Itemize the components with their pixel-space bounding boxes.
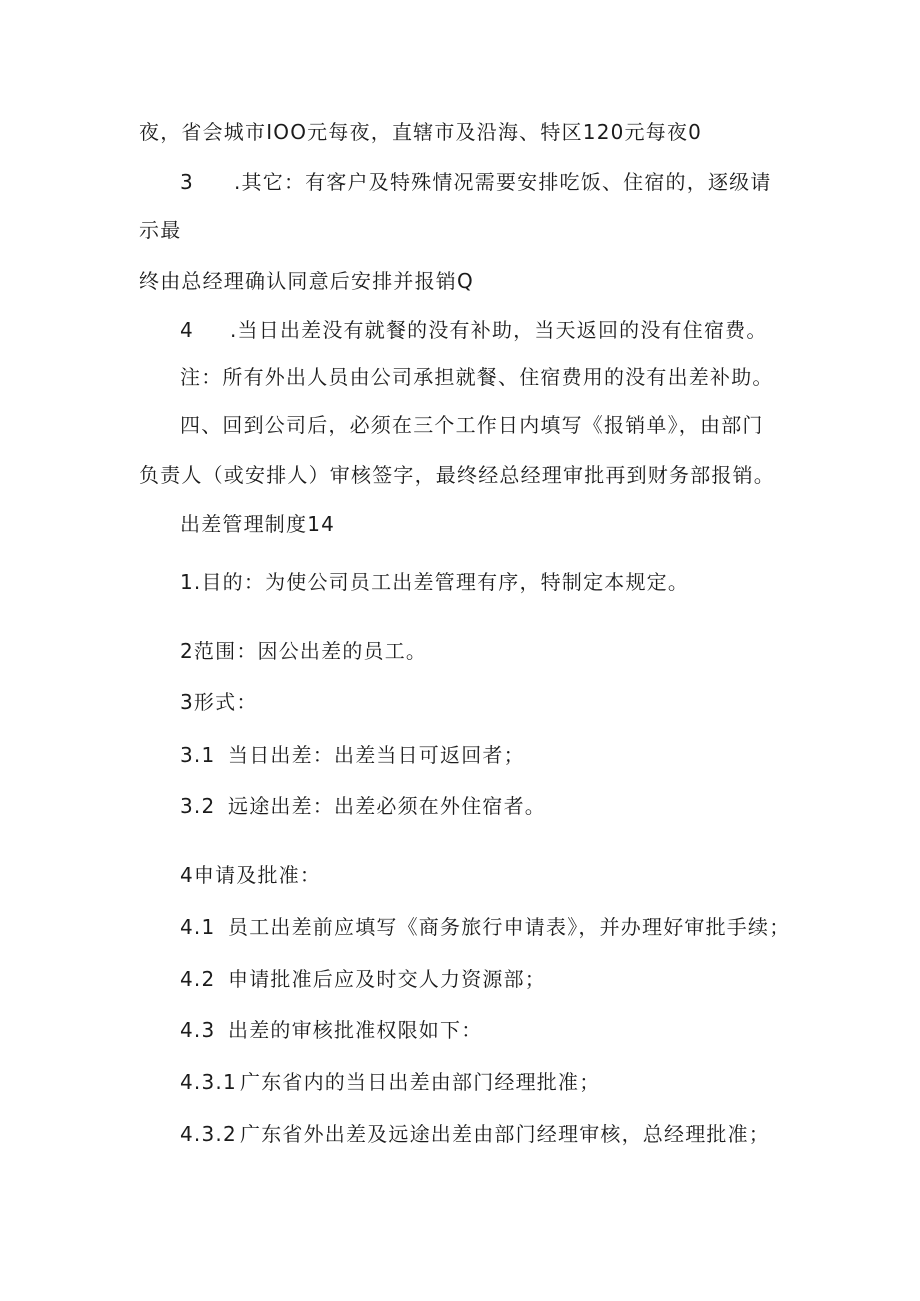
purpose-line: 1.目的：为使公司员工出差管理有序，特制定本规定。	[180, 570, 690, 594]
item-text: 申请批准后应及时交人力资源部；	[228, 967, 546, 991]
numbered-item-3-1	[180, 741, 525, 769]
item-text: 远途出差：出差必须在外住宿者。	[228, 794, 546, 818]
section-four-line: 四、回到公司后，必须在三个工作日内填写《报销单》，由部门	[180, 413, 764, 437]
apply-heading: 4申请及批准：	[180, 863, 322, 887]
item-number: 4	[180, 318, 194, 342]
item-number: 4.3.1	[180, 1070, 237, 1094]
item-text: 员工出差前应填写《商务旅行申请表》，并办理好审批手续；	[228, 915, 791, 939]
item-text: 当日出差：出差当日可返回者；	[228, 743, 525, 767]
paragraph-line: 终由总经理确认同意后安排并报销Q	[139, 269, 474, 293]
item-text: 出差的审核批准权限如下：	[228, 1018, 483, 1042]
item-number: 4.1	[180, 915, 216, 939]
item-number: 4.2	[180, 967, 216, 991]
item-text: .其它：有客户及特殊情况需要安排吃饭、住宿的，逐级请	[234, 170, 772, 194]
numbered-item-4-3-1	[180, 1068, 600, 1096]
paragraph-line: 负责人（或安排人）审核签字，最终经总经理审批再到财务部报销。	[139, 463, 775, 487]
numbered-item-4-2	[180, 965, 546, 993]
numbered-item-4-3	[180, 1016, 482, 1044]
item-number: 3.1	[180, 743, 216, 767]
numbered-item-3-other	[180, 168, 772, 196]
numbered-item-4-3-2	[180, 1120, 770, 1148]
paragraph-line: 示最	[139, 218, 182, 242]
numbered-item-4-same-day	[180, 316, 768, 344]
note-line: 注：所有外出人员由公司承担就餐、住宿费用的没有出差补助。	[180, 365, 774, 389]
item-number: 4.3.2	[180, 1122, 237, 1146]
numbered-item-4-1	[180, 913, 790, 941]
section-title: 出差管理制度14	[180, 512, 336, 536]
item-number: 3.2	[180, 794, 216, 818]
item-text: .当日出差没有就餐的没有补助，当天返回的没有住宿费。	[230, 318, 768, 342]
form-heading: 3形式：	[180, 690, 258, 714]
numbered-item-3-2	[180, 792, 546, 820]
item-text: 广东省外出差及远途出差由部门经理审核，总经理批准；	[240, 1122, 770, 1146]
item-number: 4.3	[180, 1018, 216, 1042]
item-number: 3	[180, 170, 194, 194]
scope-line: 2范围：因公出差的员工。	[180, 639, 428, 663]
paragraph-line: 夜，省会城市IOO元每夜，直辖市及沿海、特区120元每夜0	[139, 120, 703, 144]
item-text: 广东省内的当日出差由部门经理批准；	[240, 1070, 601, 1094]
